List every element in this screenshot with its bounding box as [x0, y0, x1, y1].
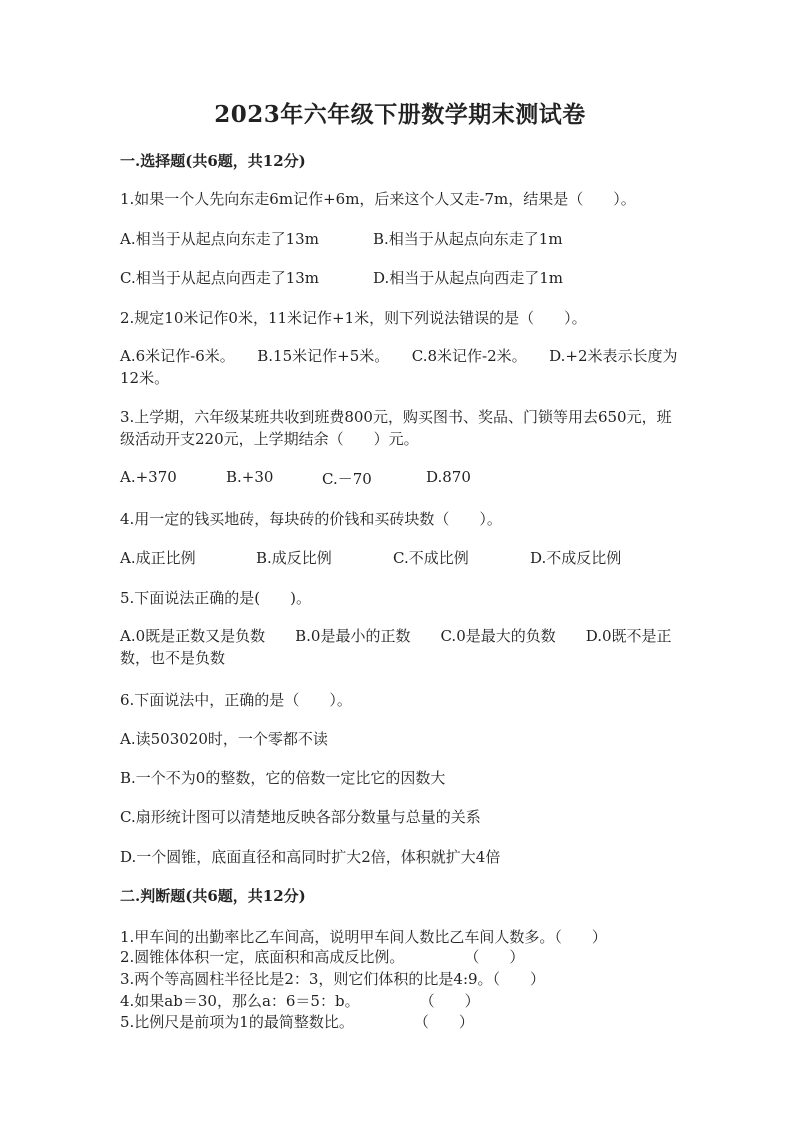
q3-option-a: A.+370: [120, 468, 177, 486]
q4-stem: 4.用一定的钱买地砖，每块砖的价钱和买砖块数（ ）。: [120, 510, 502, 528]
judge-item-4: 4.如果ab＝30，那么a：6＝5：b。 （ ）: [120, 992, 480, 1010]
q6-option-a: A.读503020时，一个零都不读: [120, 730, 328, 748]
q4-option-c: C.不成比例: [393, 549, 469, 567]
q3-option-d: D.870: [426, 468, 471, 486]
q6-option-b: B.一个不为0的整数，它的倍数一定比它的因数大: [120, 769, 446, 787]
q6-option-d: D.一个圆锥，底面直径和高同时扩大2倍，体积就扩大4倍: [120, 848, 501, 866]
judge-item-1: 1.甲车间的出勤率比乙车间高，说明甲车间人数比乙车间人数多。（ ）: [120, 928, 607, 946]
q1-option-c: C.相当于从起点向西走了13m: [120, 269, 320, 287]
exam-title: 2023年六年级下册数学期末测试卷: [214, 101, 586, 128]
q2-options: A.6米记作-6米。 B.15米记作+5米。 C.8米记作-2米。 D.+2米表示长度为12米。: [120, 347, 678, 387]
section2-heading: 二.判断题(共6题，共12分): [120, 887, 306, 905]
q2-stem: 2.规定10米记作0米，11米记作+1米，则下列说法错误的是（ ）。: [120, 309, 587, 327]
section1-heading: 一.选择题(共6题，共12分): [120, 152, 306, 170]
q1-stem: 1.如果一个人先向东走6m记作+6m，后来这个人又走-7m，结果是（ ）。: [120, 190, 636, 208]
q1-option-b: B.相当于从起点向东走了1m: [373, 230, 563, 248]
judge-item-5: 5.比例尺是前项为1的最简整数比。 （ ）: [120, 1013, 474, 1031]
q1-option-a: A.相当于从起点向东走了13m: [120, 230, 319, 248]
q4-option-d: D.不成反比例: [530, 549, 622, 567]
judge-item-2: 2.圆锥体体积一定，底面积和高成反比例。 （ ）: [120, 948, 525, 966]
q6-stem: 6.下面说法中，正确的是（ ）。: [120, 691, 352, 709]
q5-options: A.0既是正数又是负数 B.0是最小的正数 C.0是最大的负数 D.0既不是正数，也不是负数: [120, 627, 672, 667]
q6-option-c: C.扇形统计图可以清楚地反映各部分数量与总量的关系: [120, 808, 481, 826]
q3-option-b: B.+30: [226, 468, 274, 486]
q1-option-d: D.相当于从起点向西走了1m: [373, 269, 564, 287]
q5-stem: 5.下面说法正确的是( )。: [120, 589, 312, 607]
q3-option-c: C.－70: [322, 470, 372, 488]
q4-option-b: B.成反比例: [256, 549, 332, 567]
q3-stem: 3.上学期，六年级某班共收到班费800元，购买图书、奖品、门锁等用去650元，班级活动开支220元，上学期结余（ ）元。: [120, 408, 672, 448]
q4-option-a: A.成正比例: [120, 549, 196, 567]
judge-item-3: 3.两个等高圆柱半径比是2：3，则它们体积的比是4:9。（ ）: [120, 970, 546, 988]
